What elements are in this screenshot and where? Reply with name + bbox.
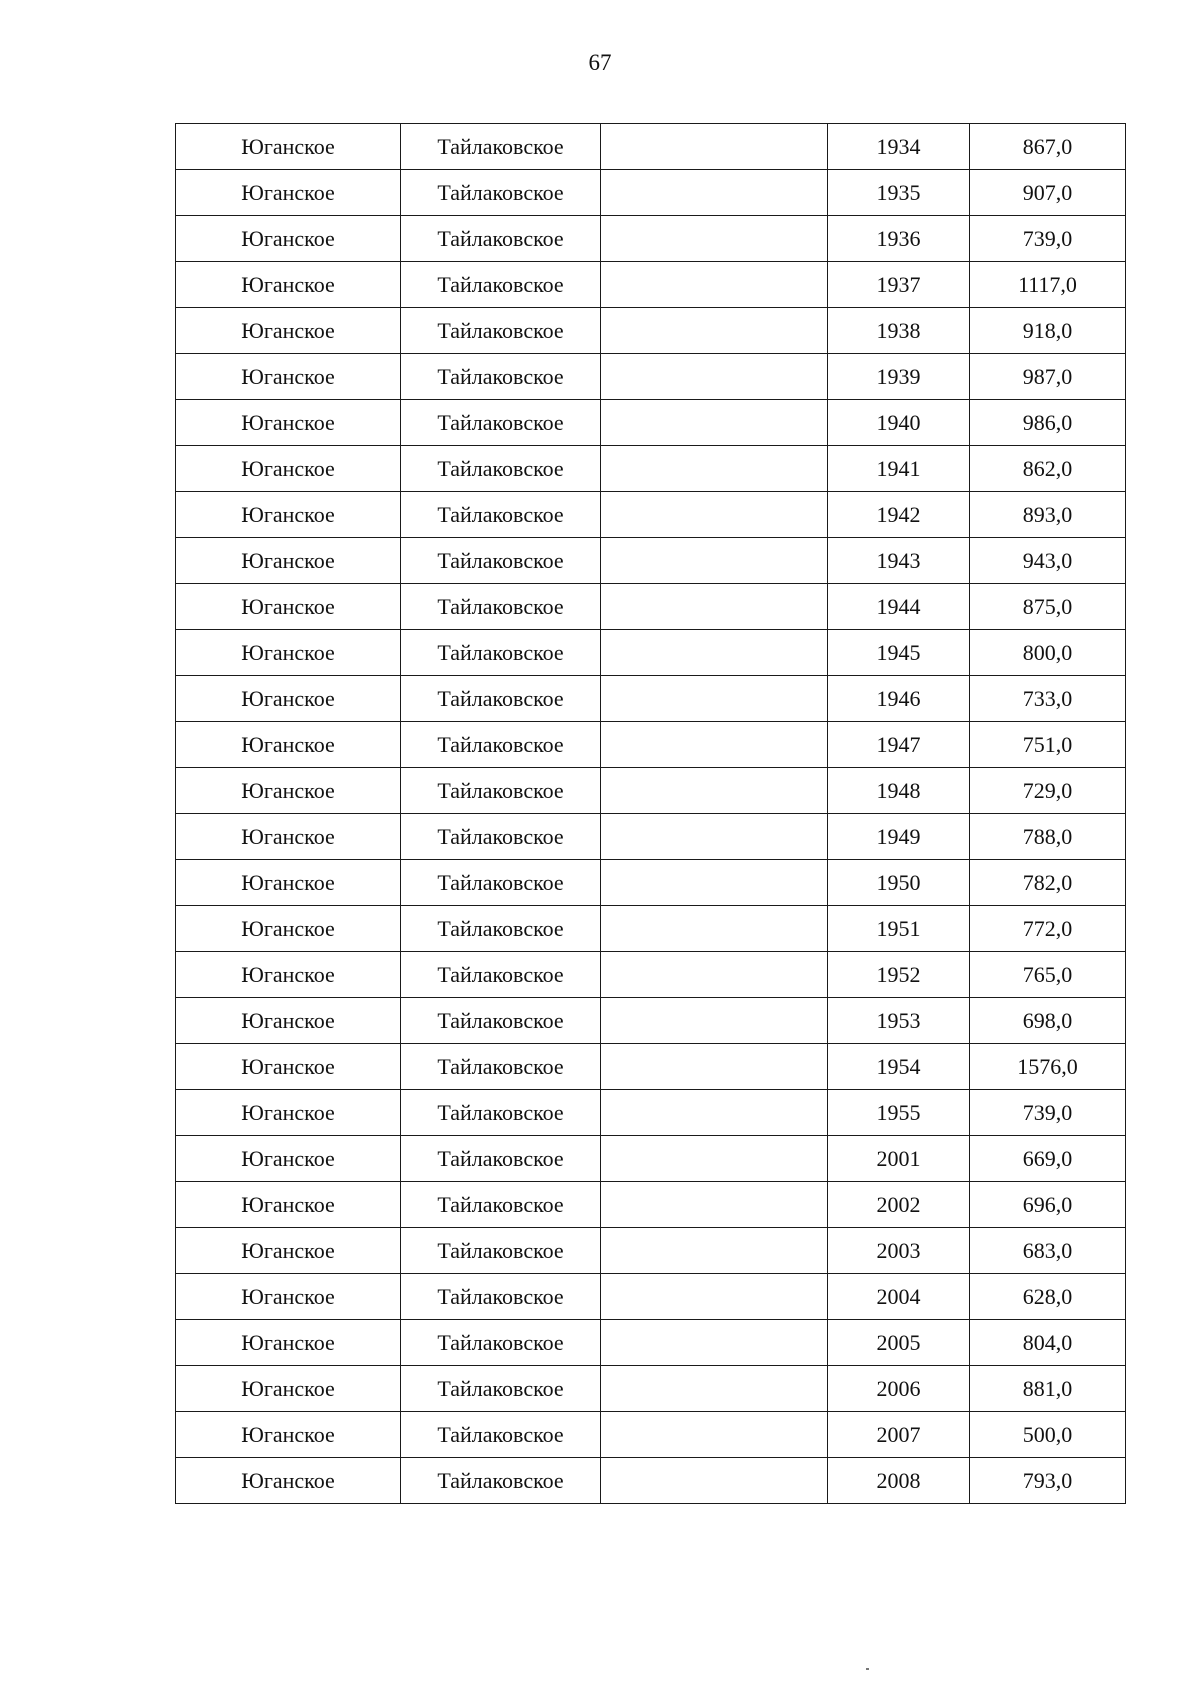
cell-field: Тайлаковское <box>401 952 601 998</box>
cell-empty <box>601 998 828 1044</box>
cell-empty <box>601 1366 828 1412</box>
cell-empty <box>601 538 828 584</box>
cell-empty <box>601 1320 828 1366</box>
table-row <box>176 814 1126 860</box>
cell-year: 1943 <box>828 538 970 584</box>
cell-value: 751,0 <box>970 722 1126 768</box>
cell-value: 986,0 <box>970 400 1126 446</box>
cell-name: Юганское <box>176 1412 401 1458</box>
cell-empty <box>601 860 828 906</box>
table-row <box>176 1044 1126 1090</box>
cell-year: 2001 <box>828 1136 970 1182</box>
cell-empty <box>601 1412 828 1458</box>
cell-empty <box>601 1136 828 1182</box>
cell-name: Юганское <box>176 860 401 906</box>
cell-value: 765,0 <box>970 952 1126 998</box>
cell-name: Юганское <box>176 216 401 262</box>
cell-value: 733,0 <box>970 676 1126 722</box>
cell-year: 2005 <box>828 1320 970 1366</box>
table-row <box>176 400 1126 446</box>
cell-empty <box>601 906 828 952</box>
table-row <box>176 1274 1126 1320</box>
cell-year: 1942 <box>828 492 970 538</box>
table-row <box>176 1136 1126 1182</box>
cell-value: 788,0 <box>970 814 1126 860</box>
cell-field: Тайлаковское <box>401 676 601 722</box>
cell-field: Тайлаковское <box>401 262 601 308</box>
table-row <box>176 768 1126 814</box>
cell-empty <box>601 1228 828 1274</box>
table-row <box>176 952 1126 998</box>
cell-year: 1941 <box>828 446 970 492</box>
cell-year: 1936 <box>828 216 970 262</box>
cell-field: Тайлаковское <box>401 216 601 262</box>
cell-year: 1954 <box>828 1044 970 1090</box>
table-row <box>176 124 1126 170</box>
cell-value: 782,0 <box>970 860 1126 906</box>
cell-field: Тайлаковское <box>401 1136 601 1182</box>
cell-field: Тайлаковское <box>401 1090 601 1136</box>
table-row <box>176 630 1126 676</box>
cell-field: Тайлаковское <box>401 492 601 538</box>
table-row <box>176 906 1126 952</box>
table-row <box>176 860 1126 906</box>
cell-year: 1947 <box>828 722 970 768</box>
cell-field: Тайлаковское <box>401 860 601 906</box>
cell-year: 1955 <box>828 1090 970 1136</box>
cell-value: 683,0 <box>970 1228 1126 1274</box>
cell-field: Тайлаковское <box>401 768 601 814</box>
table-row <box>176 492 1126 538</box>
table-row <box>176 1228 1126 1274</box>
cell-name: Юганское <box>176 998 401 1044</box>
cell-field: Тайлаковское <box>401 170 601 216</box>
cell-value: 1117,0 <box>970 262 1126 308</box>
table-row <box>176 308 1126 354</box>
table-row <box>176 1458 1126 1504</box>
cell-name: Юганское <box>176 538 401 584</box>
cell-name: Юганское <box>176 1044 401 1090</box>
cell-value: 696,0 <box>970 1182 1126 1228</box>
cell-name: Юганское <box>176 584 401 630</box>
cell-empty <box>601 216 828 262</box>
cell-name: Юганское <box>176 814 401 860</box>
cell-field: Тайлаковское <box>401 308 601 354</box>
cell-value: 907,0 <box>970 170 1126 216</box>
cell-name: Юганское <box>176 1320 401 1366</box>
cell-name: Юганское <box>176 492 401 538</box>
cell-name: Юганское <box>176 262 401 308</box>
cell-empty <box>601 400 828 446</box>
cell-name: Юганское <box>176 1182 401 1228</box>
cell-year: 1938 <box>828 308 970 354</box>
data-table <box>175 123 1126 1504</box>
cell-year: 1951 <box>828 906 970 952</box>
cell-field: Тайлаковское <box>401 1366 601 1412</box>
page-number: 67 <box>588 50 612 75</box>
cell-field: Тайлаковское <box>401 906 601 952</box>
cell-name: Юганское <box>176 1136 401 1182</box>
cell-value: 698,0 <box>970 998 1126 1044</box>
cell-name: Юганское <box>176 354 401 400</box>
cell-value: 867,0 <box>970 124 1126 170</box>
cell-name: Юганское <box>176 308 401 354</box>
cell-empty <box>601 676 828 722</box>
cell-value: 739,0 <box>970 216 1126 262</box>
cell-empty <box>601 1044 828 1090</box>
cell-name: Юганское <box>176 1366 401 1412</box>
cell-year: 1939 <box>828 354 970 400</box>
cell-year: 1952 <box>828 952 970 998</box>
cell-name: Юганское <box>176 170 401 216</box>
cell-year: 2007 <box>828 1412 970 1458</box>
cell-field: Тайлаковское <box>401 584 601 630</box>
cell-empty <box>601 768 828 814</box>
cell-value: 804,0 <box>970 1320 1126 1366</box>
cell-empty <box>601 584 828 630</box>
cell-name: Юганское <box>176 1228 401 1274</box>
table-row <box>176 170 1126 216</box>
cell-field: Тайлаковское <box>401 400 601 446</box>
table-row <box>176 446 1126 492</box>
cell-value: 800,0 <box>970 630 1126 676</box>
cell-name: Юганское <box>176 1458 401 1504</box>
table-row <box>176 676 1126 722</box>
cell-name: Юганское <box>176 952 401 998</box>
cell-field: Тайлаковское <box>401 630 601 676</box>
cell-value: 862,0 <box>970 446 1126 492</box>
cell-field: Тайлаковское <box>401 1458 601 1504</box>
cell-year: 1946 <box>828 676 970 722</box>
cell-value: 943,0 <box>970 538 1126 584</box>
table-row <box>176 262 1126 308</box>
cell-value: 918,0 <box>970 308 1126 354</box>
cell-empty <box>601 446 828 492</box>
cell-value: 729,0 <box>970 768 1126 814</box>
cell-name: Юганское <box>176 400 401 446</box>
cell-value: 793,0 <box>970 1458 1126 1504</box>
cell-name: Юганское <box>176 630 401 676</box>
cell-value: 669,0 <box>970 1136 1126 1182</box>
cell-empty <box>601 1458 828 1504</box>
cell-year: 1945 <box>828 630 970 676</box>
table-row <box>176 722 1126 768</box>
cell-name: Юганское <box>176 722 401 768</box>
cell-name: Юганское <box>176 124 401 170</box>
cell-empty <box>601 630 828 676</box>
table-row <box>176 1412 1126 1458</box>
table-row <box>176 998 1126 1044</box>
cell-empty <box>601 722 828 768</box>
scan-speck <box>866 1668 869 1670</box>
cell-value: 875,0 <box>970 584 1126 630</box>
table-row <box>176 1182 1126 1228</box>
table-row <box>176 1320 1126 1366</box>
table-row <box>176 354 1126 400</box>
cell-year: 1949 <box>828 814 970 860</box>
cell-year: 1934 <box>828 124 970 170</box>
table-row <box>176 1090 1126 1136</box>
cell-value: 893,0 <box>970 492 1126 538</box>
cell-year: 2002 <box>828 1182 970 1228</box>
cell-name: Юганское <box>176 1090 401 1136</box>
cell-year: 1944 <box>828 584 970 630</box>
cell-empty <box>601 952 828 998</box>
cell-year: 1948 <box>828 768 970 814</box>
cell-empty <box>601 262 828 308</box>
cell-field: Тайлаковское <box>401 1320 601 1366</box>
table-body <box>176 124 1126 1504</box>
cell-field: Тайлаковское <box>401 1228 601 1274</box>
cell-field: Тайлаковское <box>401 998 601 1044</box>
cell-field: Тайлаковское <box>401 814 601 860</box>
cell-field: Тайлаковское <box>401 124 601 170</box>
cell-name: Юганское <box>176 1274 401 1320</box>
table-row <box>176 584 1126 630</box>
table-row <box>176 216 1126 262</box>
cell-name: Юганское <box>176 768 401 814</box>
cell-empty <box>601 308 828 354</box>
cell-empty <box>601 814 828 860</box>
cell-year: 1935 <box>828 170 970 216</box>
cell-year: 1953 <box>828 998 970 1044</box>
cell-empty <box>601 170 828 216</box>
cell-value: 987,0 <box>970 354 1126 400</box>
cell-year: 1940 <box>828 400 970 446</box>
table-row <box>176 538 1126 584</box>
cell-value: 739,0 <box>970 1090 1126 1136</box>
cell-empty <box>601 124 828 170</box>
cell-year: 2008 <box>828 1458 970 1504</box>
cell-empty <box>601 1182 828 1228</box>
cell-name: Юганское <box>176 676 401 722</box>
cell-name: Юганское <box>176 446 401 492</box>
cell-field: Тайлаковское <box>401 354 601 400</box>
cell-field: Тайлаковское <box>401 1274 601 1320</box>
cell-field: Тайлаковское <box>401 722 601 768</box>
cell-year: 1950 <box>828 860 970 906</box>
cell-name: Юганское <box>176 906 401 952</box>
cell-empty <box>601 492 828 538</box>
cell-field: Тайлаковское <box>401 1182 601 1228</box>
cell-year: 2004 <box>828 1274 970 1320</box>
table-row <box>176 1366 1126 1412</box>
cell-value: 500,0 <box>970 1412 1126 1458</box>
cell-field: Тайлаковское <box>401 538 601 584</box>
cell-empty <box>601 1274 828 1320</box>
cell-field: Тайлаковское <box>401 446 601 492</box>
cell-value: 881,0 <box>970 1366 1126 1412</box>
cell-value: 1576,0 <box>970 1044 1126 1090</box>
cell-year: 2003 <box>828 1228 970 1274</box>
cell-field: Тайлаковское <box>401 1044 601 1090</box>
cell-year: 2006 <box>828 1366 970 1412</box>
cell-field: Тайлаковское <box>401 1412 601 1458</box>
cell-value: 772,0 <box>970 906 1126 952</box>
cell-empty <box>601 1090 828 1136</box>
cell-value: 628,0 <box>970 1274 1126 1320</box>
cell-year: 1937 <box>828 262 970 308</box>
cell-empty <box>601 354 828 400</box>
